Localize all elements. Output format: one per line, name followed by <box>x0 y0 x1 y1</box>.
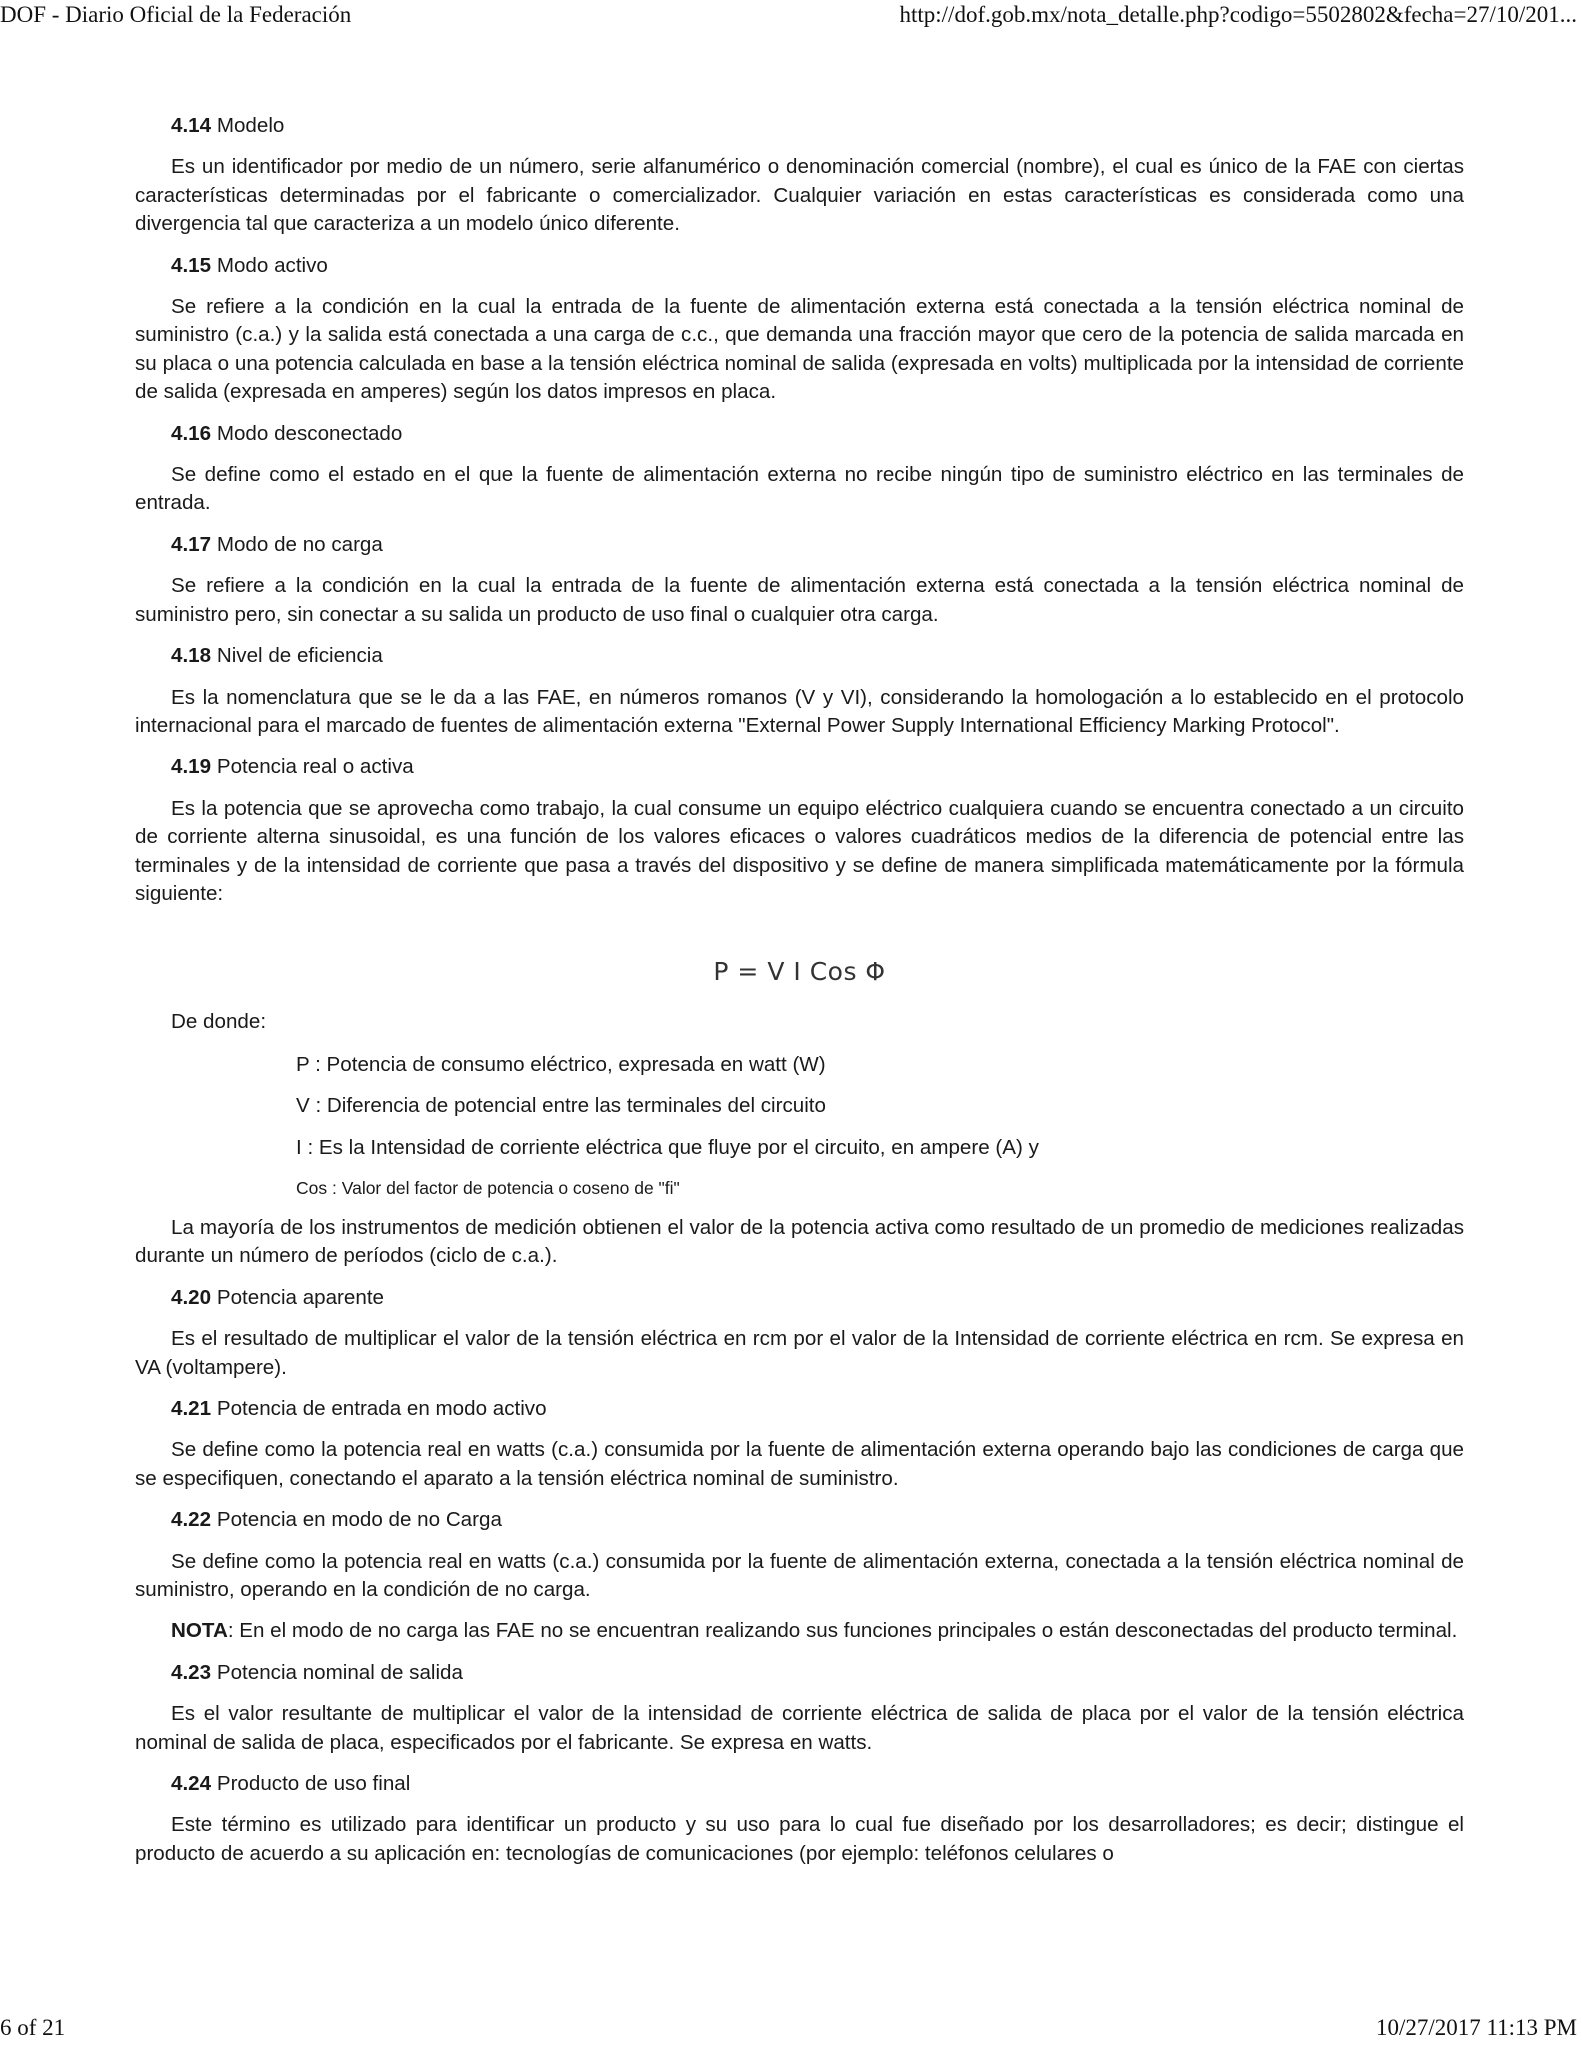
section-number: 4.21 <box>171 1397 212 1420</box>
section-number: 4.14 <box>171 114 212 137</box>
page-counter: 6 of 21 <box>0 2015 66 2040</box>
site-title: DOF - Diario Oficial de la Federación <box>0 2 352 27</box>
section-heading <box>135 531 1464 559</box>
section-text: Se define como la potencia real en watts (c.a.) consumida por la fuente de alimentación externa, conectada a la tensión eléctrica nominal de suministro, operando en la condición de no carga. <box>135 1549 1464 1602</box>
section-number: 4.23 <box>171 1660 212 1684</box>
section-number: 4.17 <box>171 532 212 556</box>
print-datetime: 10/27/2017 11:13 PM <box>1375 2015 1577 2040</box>
section-number: 4.18 <box>171 644 212 668</box>
section-text: Se refiere a la condición en la cual la entrada de la fuente de alimentación externa está conectada a la tensión eléctrica nominal de suministro (c.a.) y la salida está conectada a una carga de c.c., que demanda una fracción mayor que cero de la potencia de salida marcada en su placa o una potencia calculada en base a la tensión eléctrica nominal de salida (expresada en volts) multiplicada por la intensidad de corriente de salida (expresada en amperes) según los datos impresos en placa. <box>135 295 1464 404</box>
section-text: Es la nomenclatura que se le da a las FAE, en números romanos (V y VI), considerando la homologación a lo establecido en el protocolo internacional para el marcado de fuentes de alimentación externa "External Power Supply International Efficiency Marking Protocol". <box>135 685 1464 737</box>
section-title: Potencia en modo de no Carga <box>216 1508 502 1532</box>
section-title: Potencia aparente <box>216 1285 384 1309</box>
section-text: Es el resultado de multiplicar el valor de la tensión eléctrica en rcm por el valor de la Intensidad de corriente eléctrica en rcm. Se expresa en VA (voltampere). <box>135 1327 1464 1379</box>
power-formula: P = V I Cos Φ <box>713 957 886 987</box>
section-title: Producto de uso final <box>216 1772 411 1796</box>
section-number: 4.22 <box>171 1508 212 1532</box>
section-title: Potencia de entrada en modo activo <box>216 1397 547 1420</box>
document-body <box>135 112 1464 1881</box>
section-text: Es el valor resultante de multiplicar el valor de la intensidad de corriente eléctrica de salida de placa por el valor de la tensión eléctrica nominal de salida de placa, especificados por el fabricante. Se expresa en watts. <box>135 1702 1464 1754</box>
section-heading <box>135 1506 1464 1534</box>
nota-label: NOTA <box>171 1619 228 1643</box>
nota-text: : En el modo de no carga las FAE no se encuentran realizando sus funciones principales o están desconectadas del producto terminal. <box>227 1619 1458 1643</box>
section-number: 4.20 <box>171 1285 212 1309</box>
section-title: Potencia real o activa <box>216 755 414 779</box>
section-heading <box>135 642 1464 670</box>
section-text: Es la potencia que se aprovecha como trabajo, la cual consume un equipo eléctrico cualquiera cuando se encuentra conectado a un circuito de corriente alterna sinusoidal, es una función de los valores eficaces o valores cuadráticos medios de la diferencia de potencial entre las terminales y de la intensidad de corriente que pasa a través del dispositivo y se define de manera simplificada matemáticamente por la fórmula siguiente: <box>135 796 1464 905</box>
page-url: http://dof.gob.mx/nota_detalle.php?codigo=5502802&fecha=27/10/201... <box>899 2 1577 27</box>
section-title: Nivel de eficiencia <box>216 644 383 668</box>
section-heading <box>135 1659 1464 1687</box>
section-title: Modo de no carga <box>216 532 383 556</box>
formula-definition: Cos : Valor del factor de potencia o coseno de "fi" <box>296 1177 680 1198</box>
formula-block <box>135 958 1464 998</box>
section-heading <box>135 112 1464 140</box>
section-heading <box>135 1770 1464 1798</box>
section-heading <box>135 420 1464 448</box>
section-title: Modo desconectado <box>216 421 403 445</box>
formula-definition: I : Es la Intensidad de corriente eléctrica que fluye por el circuito, en ampere (A) y <box>296 1135 1039 1159</box>
formula-intro: De donde: <box>171 1010 267 1034</box>
section-heading <box>135 252 1464 280</box>
formula-definition: P : Potencia de consumo eléctrico, expresada en watt (W) <box>296 1052 826 1076</box>
section-number: 4.19 <box>171 755 212 779</box>
section-number: 4.15 <box>171 253 212 277</box>
section-text: Se refiere a la condición en la cual la entrada de la fuente de alimentación externa está conectada a la tensión eléctrica nominal de suministro pero, sin conectar a su salida un producto de uso final o cualquier otra carga. <box>135 574 1464 626</box>
section-text: Este término es utilizado para identificar un producto y su uso para lo cual fue diseñado por los desarrolladores; es decir; distingue el producto de acuerdo a su aplicación en: tecnologías de comunicaciones (por ejemplo: teléfonos celulares o <box>135 1813 1464 1865</box>
section-title: Modo activo <box>216 253 328 277</box>
nota-paragraph <box>135 1617 1464 1645</box>
section-number: 4.24 <box>171 1772 212 1796</box>
section-text: Se define como la potencia real en watts (c.a.) consumida por la fuente de alimentación externa operando bajo las condiciones de carga que se especifiquen, conectando el aparato a la tensión eléctrica nominal de suministro. <box>135 1438 1464 1490</box>
section-title: Potencia nominal de salida <box>216 1660 463 1684</box>
section-heading <box>135 1284 1464 1312</box>
section-title: Modelo <box>216 114 285 137</box>
formula-definition: V : Diferencia de potencial entre las terminales del circuito <box>296 1094 826 1118</box>
section-text: Se define como el estado en el que la fuente de alimentación externa no recibe ningún tipo de suministro eléctrico en las terminales de entrada. <box>135 463 1464 515</box>
section-heading <box>135 753 1464 781</box>
section-text: Es un identificador por medio de un número, serie alfanumérico o denominación comercial (nombre), el cual es único de la FAE con ciertas características determinadas por el fabricante o comercializador. Cualquier variación en estas características es considerada como una divergencia tal que caracteriza a un modelo único diferente. <box>135 155 1464 236</box>
section-heading <box>135 1395 1464 1423</box>
formula-explanation: La mayoría de los instrumentos de medición obtienen el valor de la potencia activa como resultado de un promedio de mediciones realizadas durante un número de períodos (ciclo de c.a.). <box>135 1215 1464 1268</box>
section-number: 4.16 <box>171 421 212 445</box>
